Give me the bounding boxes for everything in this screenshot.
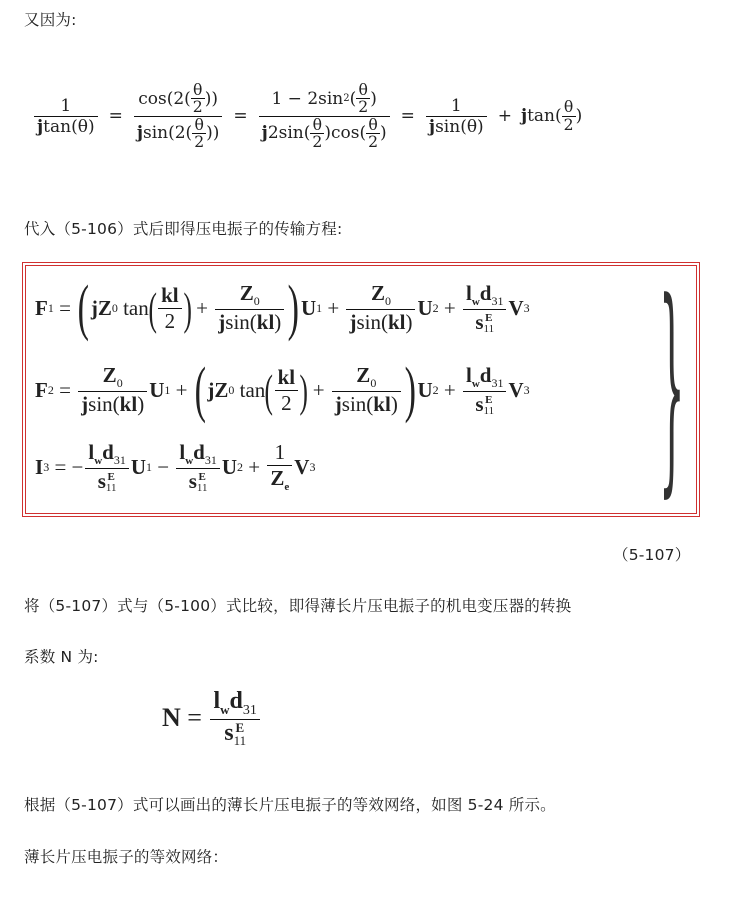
- substitute-text: 代入（5-106）式后即得压电振子的传输方程:: [24, 220, 343, 238]
- equation-number: （5-107）: [613, 546, 691, 564]
- compare-text-line2: 系数 N 为:: [24, 648, 99, 666]
- right-brace: }: [659, 254, 685, 517]
- equation-box-5-107: [22, 254, 700, 517]
- compare-text-line1: 将（5-107）式与（5-100）式比较，即得薄长片压电振子的机电变压器的转换: [24, 597, 572, 615]
- equation-n: N = $l_wd_{31}$ s E 11: [162, 688, 262, 747]
- equation-f2: F 2 = $\frac{Z_0}{jsin(kl)}$ U 1 + ( j Z 0 tan ( $\frac{kl}{2}$ ) + $\frac{Z_0}{jsin(kl)}$ ) U 2 + $l_wd_{31}$ s E 11 V 3: [35, 356, 530, 424]
- intro-text: 又因为:: [24, 11, 77, 29]
- network-title: 薄长片压电振子的等效网络：: [24, 848, 229, 866]
- equation-f1: F 1 = ( j Z 0 tan ( $\frac{kl}{2}$ ) + $\frac{Z_0}{jsin(kl)}$ ) U 1 + $\frac{Z_0}{jsin(kl)}$ U 2 + $l_wd_{31}$ s E 11 V 3: [35, 274, 530, 342]
- draw-text: 根据（5-107）式可以画出的薄长片压电振子的等效网络，如图 5-24 所示。: [24, 796, 556, 814]
- equation-identity: $\frac{1}{jtan(\theta)}$ = cos(2( θ 2 )) j sin(2( θ 2 )) = 1 − 2sin 2 ( θ 2 ) j 2sin( θ 2 )cos( θ 2 ) = $\frac{1}{jsin(\theta)}$ + j tan( θ 2 ): [32, 62, 722, 170]
- equation-i3: I 3 = − $l_wd_{31}$ s E 11 U 1 − $l_wd_{31}$ s E 11 U 2 + $\frac{1}{Z_e}$ V 3: [35, 439, 316, 495]
